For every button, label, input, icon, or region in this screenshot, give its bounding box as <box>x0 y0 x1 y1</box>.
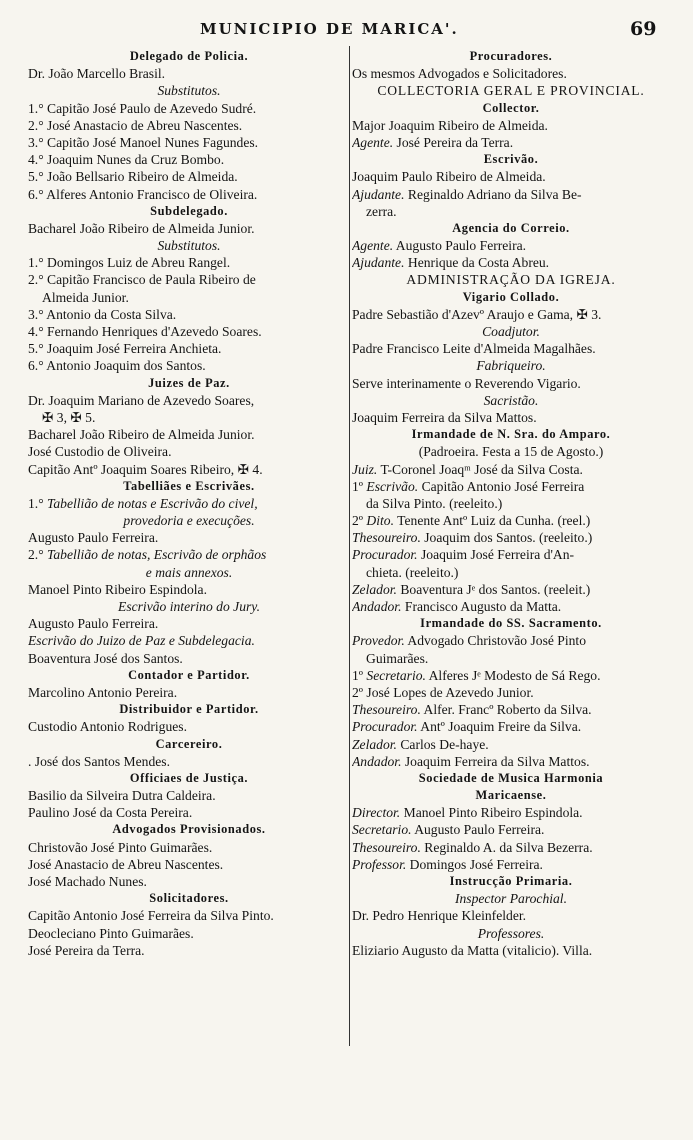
collector-name: Major Joaquim Ribeiro de Almeida. <box>352 117 548 133</box>
delegado-name: Dr. João Marcello Brasil. <box>28 66 166 82</box>
tabelliao-1-name: Augusto Paulo Ferreira. <box>28 530 159 546</box>
advogado-name: José Machado Nunes. <box>28 874 147 889</box>
jury-name: Augusto Paulo Ferreira. <box>28 616 159 632</box>
procuradores-text: Os mesmos Advogados e Solicitadores. <box>352 66 567 82</box>
section-heading-instrucao: Instrucção Primaria. <box>449 874 573 888</box>
substitute-line: 4.° Fernando Henriques d'Azevedo Soares. <box>28 324 262 339</box>
collector-heading: Collector. <box>482 100 540 115</box>
substitutos-heading: Substitutos. <box>157 83 221 99</box>
amparo-escrivao-cont: da Silva Pinto. (reeleito.) <box>366 495 503 511</box>
substitutos-heading: Substitutos. <box>157 238 221 254</box>
amparo-procurador: Procurador. Joaquim José Ferreira d'An- <box>352 547 575 563</box>
juiz-line: Bacharel João Ribeiro de Almeida Junior. <box>28 427 255 443</box>
subdelegado-name: Bacharel João Ribeiro de Almeida Junior. <box>28 220 255 236</box>
substitute-line: 6.° Antonio Joaquim dos Santos. <box>28 358 206 374</box>
vigario-heading: Vigario Collado. <box>462 289 560 304</box>
substitute-line: 1.° Capitão José Paulo de Azevedo Sudré. <box>28 100 257 116</box>
tabelliao-2-name: Manoel Pinto Ribeiro Espindola. <box>28 581 207 597</box>
substitute-line: 2.° Capitão Francisco de Paula Ribeiro de <box>28 272 256 288</box>
musica-tesoureiro: Thesoureiro. Reginaldo A. da Silva Bezerra. <box>352 839 593 855</box>
amparo-note: (Padroeira. Festa a 15 de Agosto.) <box>418 444 604 460</box>
page-header <box>0 20 693 44</box>
carcereiro-name: . José dos Santos Mendes. <box>28 753 170 769</box>
section-heading-musica: Sociedade de Musica Harmonia <box>418 770 604 785</box>
fabriqueiro-heading: Fabriqueiro. <box>476 358 546 374</box>
amparo-tesoureiro: Thesoureiro. Joaquim dos Santos. (reeleito.) <box>352 530 593 546</box>
sacramento-provedor: Provedor. Advogado Christovão José Pinto <box>352 633 586 649</box>
correio-ajudante: Ajudante. Henrique da Costa Abreu. <box>352 255 550 271</box>
juiz-line: ✠ 3, ✠ 5. <box>42 409 96 425</box>
section-heading-contador: Contador e Partidor. <box>128 667 250 682</box>
inspector-name: Dr. Pedro Henrique Kleinfelder. <box>352 908 527 924</box>
amparo-juiz: Juiz. T-Coronel Joaqᵐ José da Silva Costa. <box>352 461 583 477</box>
sacristao-name: Joaquim Ferreira da Silva Mattos. <box>352 409 537 425</box>
amparo-andador: Andador. Francisco Augusto da Matta. <box>352 599 562 614</box>
advogado-name: José Anastacio de Abreu Nascentes. <box>28 856 224 872</box>
section-heading-procuradores: Procuradores. <box>469 49 553 63</box>
tabelliao-2-title: 2.° Tabellião de notas, Escrivão de orphãos <box>28 547 267 563</box>
sacramento-zelador: Zelador. Carlos De-haye. <box>352 736 489 752</box>
sacramento-tesoureiro: Thesoureiro. Alfer. Francº Roberto da Silva. <box>352 702 592 718</box>
section-heading-amparo: Irmandade de N. Sra. do Amparo. <box>411 427 611 442</box>
section-heading-igreja: ADMINISTRAÇÃO DA IGREJA. <box>406 272 616 288</box>
section-heading-subdelegado: Subdelegado. <box>150 203 228 218</box>
musica-secretario: Secretario. Augusto Paulo Ferreira. <box>352 822 545 838</box>
official-name: Basilio da Silveira Dutra Caldeira. <box>28 788 216 804</box>
substitute-line: 6.° Alferes Antonio Francisco de Oliveira. <box>28 186 258 202</box>
juiz-line: José Custodio de Oliveira. <box>28 444 172 460</box>
contador-name: Marcolino Antonio Pereira. <box>28 684 178 700</box>
official-name: Paulino José da Costa Pereira. <box>28 805 193 821</box>
page-title: MUNICIPIO DE MARICA'. <box>200 20 459 38</box>
tabelliao-1-title: 1.° Tabellião de notas e Escrivão do civel, <box>28 495 258 511</box>
juiz-line: Capitão Antº Joaquim Soares Ribeiro, ✠ 4. <box>28 461 263 477</box>
distribuidor-name: Custodio Antonio Rodrigues. <box>28 719 187 735</box>
substitute-line: 3.° Antonio da Costa Silva. <box>28 306 177 322</box>
paz-title: Escrivão do Juizo de Paz e Subdelegacia. <box>28 633 255 649</box>
solicitador-name: Deocleciano Pinto Guimarães. <box>28 925 194 941</box>
substitute-line: Almeida Junior. <box>42 289 129 305</box>
escrivao-name: Joaquim Paulo Ribeiro de Almeida. <box>352 169 546 185</box>
paz-name: Boaventura José dos Santos. <box>28 650 183 666</box>
correio-agente: Agente. Augusto Paulo Ferreira. <box>352 238 527 254</box>
professor-line: Eliziario Augusto da Matta (vitalicio). Villa. <box>352 942 593 958</box>
sacramento-secretario-1: 1º Secretario. Alferes Jᵉ Modesto de Sá Rego. <box>352 667 601 683</box>
advogado-name: Christovão José Pinto Guimarães. <box>28 839 213 855</box>
section-heading-juizes: Juizes de Paz. <box>148 375 230 390</box>
substitute-line: 2.° José Anastacio de Abreu Nascentes. <box>28 117 243 133</box>
collectoria-agente: Agente. José Pereira da Terra. <box>352 134 514 150</box>
section-heading-tabelliaes: Tabelliães e Escrivães. <box>123 478 255 493</box>
section-heading-solicitadores: Solicitadores. <box>149 891 229 906</box>
tabelliao-1-title-cont: provedoria e execuções. <box>123 513 255 529</box>
sacramento-provedor-cont: Guimarães. <box>366 650 429 666</box>
juiz-line: Dr. Joaquim Mariano de Azevedo Soares, <box>28 392 255 408</box>
substitute-line: 5.° João Bellsario Ribeiro de Almeida. <box>28 169 238 185</box>
tabelliao-2-title-cont: e mais annexos. <box>145 564 233 580</box>
section-heading-collectoria: COLLECTORIA GERAL E PROVINCIAL. <box>377 83 645 99</box>
section-heading-carcereiro: Carcereiro. <box>155 736 223 751</box>
substitute-line: 4.° Joaquim Nunes da Cruz Bombo. <box>28 152 225 168</box>
substitute-line: 3.° Capitão José Manoel Nunes Fagundes. <box>28 134 259 150</box>
coadjutor-heading: Coadjutor. <box>482 324 540 339</box>
section-heading-correio: Agencia do Correio. <box>452 220 570 235</box>
amparo-zelador: Zelador. Boaventura Jᵉ dos Santos. (reeleit.) <box>352 581 591 597</box>
collectoria-ajudante: Ajudante. Reginaldo Adriano da Silva Be- <box>352 186 582 202</box>
jury-title: Escrivão interino do Jury. <box>118 599 260 614</box>
escrivao-heading: Escrivão. <box>483 152 539 167</box>
inspector-heading: Inspector Parochial. <box>454 891 567 907</box>
page-number: 69 <box>630 18 657 40</box>
substitute-line: 5.° Joaquim José Ferreira Anchieta. <box>28 341 222 357</box>
solicitador-name: Capitão Antonio José Ferreira da Silva Pinto. <box>28 908 274 924</box>
solicitador-name: José Pereira da Terra. <box>28 942 145 958</box>
musica-professor: Professor. Domingos José Ferreira. <box>352 856 543 872</box>
left-column <box>28 48 350 959</box>
amparo-escrivao: 1º Escrivão. Capitão Antonio José Ferreira <box>352 478 585 494</box>
fabriqueiro-name: Serve interinamente o Reverendo Vigario. <box>352 375 581 391</box>
section-heading-musica-cont: Maricaense. <box>475 788 547 803</box>
section-heading-sacramento: Irmandade do SS. Sacramento. <box>420 616 602 631</box>
collectoria-ajudante-cont: zerra. <box>366 203 397 219</box>
vigario-name: Padre Sebastião d'Azevº Araujo e Gama, ✠ 3. <box>352 306 602 322</box>
professores-heading: Professores. <box>477 925 545 941</box>
substitute-line: 1.° Domingos Luiz de Abreu Rangel. <box>28 255 231 271</box>
section-heading-officiaes: Officiaes de Justiça. <box>129 770 249 785</box>
section-heading-distribuidor: Distribuidor e Partidor. <box>119 702 259 717</box>
amparo-dito: 2º Dito. Tenente Antº Luiz da Cunha. (reel.) <box>352 513 591 529</box>
section-heading-advogados: Advogados Provisionados. <box>112 822 266 837</box>
amparo-procurador-cont: chieta. (reeleito.) <box>366 564 459 580</box>
sacristao-heading: Sacristão. <box>483 392 539 408</box>
coadjutor-name: Padre Francisco Leite d'Almeida Magalhães. <box>352 341 596 357</box>
sacramento-procurador: Procurador. Antº Joaquim Freire da Silva. <box>352 719 582 735</box>
sacramento-secretario-2: 2º José Lopes de Azevedo Junior. <box>352 684 534 700</box>
section-heading-delegado: Delegado de Policia. <box>129 49 249 63</box>
right-column <box>352 48 670 959</box>
sacramento-andador: Andador. Joaquim Ferreira da Silva Mattos. <box>352 753 590 769</box>
musica-director: Director. Manoel Pinto Ribeiro Espindola. <box>352 805 583 821</box>
